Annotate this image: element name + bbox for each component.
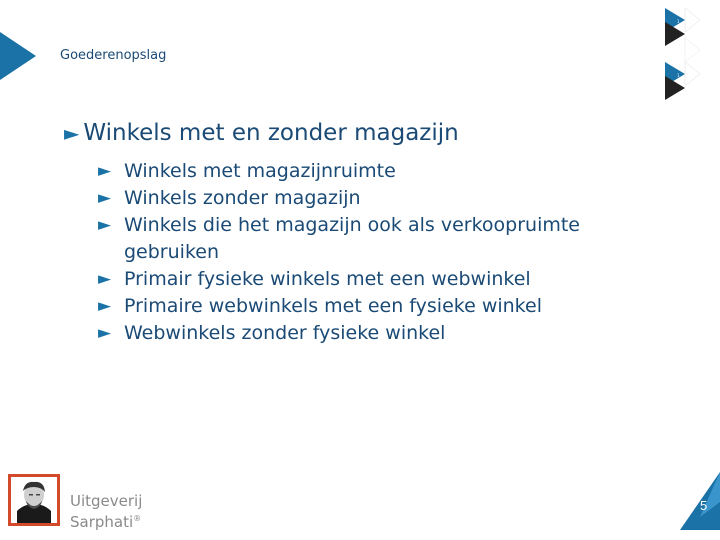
svg-text:1: 1 — [677, 19, 680, 24]
bullet-triangle-icon: ► — [98, 161, 112, 181]
publisher-name-line1: Uitgeverij — [70, 492, 143, 510]
main-heading — [64, 120, 459, 146]
corner-pattern-decoration — [650, 0, 720, 115]
bullet-list — [98, 158, 638, 347]
list-item — [98, 158, 638, 185]
main-heading-text: Winkels met en zonder magazijn — [83, 120, 459, 146]
list-item — [98, 293, 638, 320]
list-item-text: Primair fysieke winkels met een webwinkel — [124, 268, 531, 290]
list-item-text: Winkels zonder magazijn — [124, 187, 361, 209]
list-item — [98, 185, 638, 212]
portrait-icon — [11, 477, 57, 523]
publisher-name-line2: Sarphati — [70, 513, 134, 531]
list-item — [98, 212, 638, 266]
list-item-text: Winkels met magazijnruimte — [124, 160, 396, 182]
svg-text:1: 1 — [677, 73, 680, 78]
list-item-text: Primaire webwinkels met een fysieke winkel — [124, 295, 542, 317]
publisher-logo — [8, 474, 60, 526]
bullet-triangle-icon: ► — [98, 323, 112, 343]
bullet-triangle-icon: ► — [98, 296, 112, 316]
list-item — [98, 320, 638, 347]
page-number: 5 — [700, 498, 708, 513]
header-title: Goederenopslag — [60, 48, 167, 63]
list-item-text: Webwinkels zonder fysieke winkel — [124, 322, 446, 344]
bullet-triangle-icon: ► — [98, 269, 112, 289]
bullet-triangle-icon: ► — [98, 215, 112, 235]
bullet-triangle-icon: ► — [64, 121, 80, 145]
corner-triangle-decoration — [0, 32, 36, 80]
registered-mark: ® — [133, 514, 142, 523]
list-item — [98, 266, 638, 293]
bullet-triangle-icon: ► — [98, 188, 112, 208]
publisher-name — [70, 492, 142, 531]
list-item-text: Winkels die het magazijn ook als verkoopruimte gebruiken — [124, 214, 580, 263]
